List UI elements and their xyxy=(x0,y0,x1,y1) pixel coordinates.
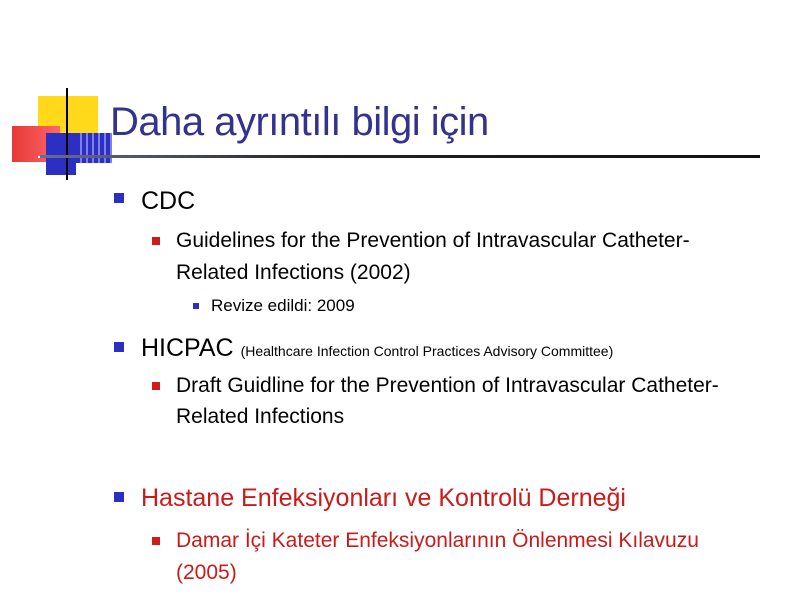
list-subitem-line: Related Infections xyxy=(176,405,345,428)
list-subitem-line: Guidelines for the Prevention of Intravascular Catheter- xyxy=(176,229,690,252)
logo-vertical-line xyxy=(66,88,68,180)
hicpac-label: HICPAC xyxy=(141,334,234,362)
blue-square xyxy=(46,133,76,175)
list-subitem-line: (2005) xyxy=(176,561,237,584)
list-subitem-line: Damar İçi Kateter Enfeksiyonlarının Önlenmesi Kılavuzu xyxy=(176,529,699,552)
title-underline xyxy=(40,155,760,158)
bullet-marker-level1 xyxy=(114,342,124,352)
blue-striped-square xyxy=(76,133,112,163)
bullet-marker-level3 xyxy=(193,303,199,309)
bullet-marker-level1 xyxy=(114,492,124,502)
list-subitem-line: Draft Guidline for the Prevention of Intravascular Catheter- xyxy=(176,374,719,397)
list-item-cdc: CDC xyxy=(141,187,196,215)
bullet-marker-level1 xyxy=(114,193,124,203)
bullet-marker-level2 xyxy=(152,537,160,545)
list-item-hicpac xyxy=(141,334,613,363)
list-item-hastane: Hastane Enfeksiyonları ve Kontrolü Derneği xyxy=(141,484,626,512)
bullet-marker-level2 xyxy=(152,382,160,390)
list-subitem-line: Related Infections (2002) xyxy=(176,261,411,284)
bullet-marker-level2 xyxy=(152,237,160,245)
decorative-squares-logo xyxy=(0,0,120,190)
slide-title: Daha ayrıntılı bilgi için xyxy=(110,100,489,144)
list-subsubitem: Revize edildi: 2009 xyxy=(211,296,355,315)
hicpac-note: (Healthcare Infection Control Practices Advisory Committee) xyxy=(240,343,614,359)
